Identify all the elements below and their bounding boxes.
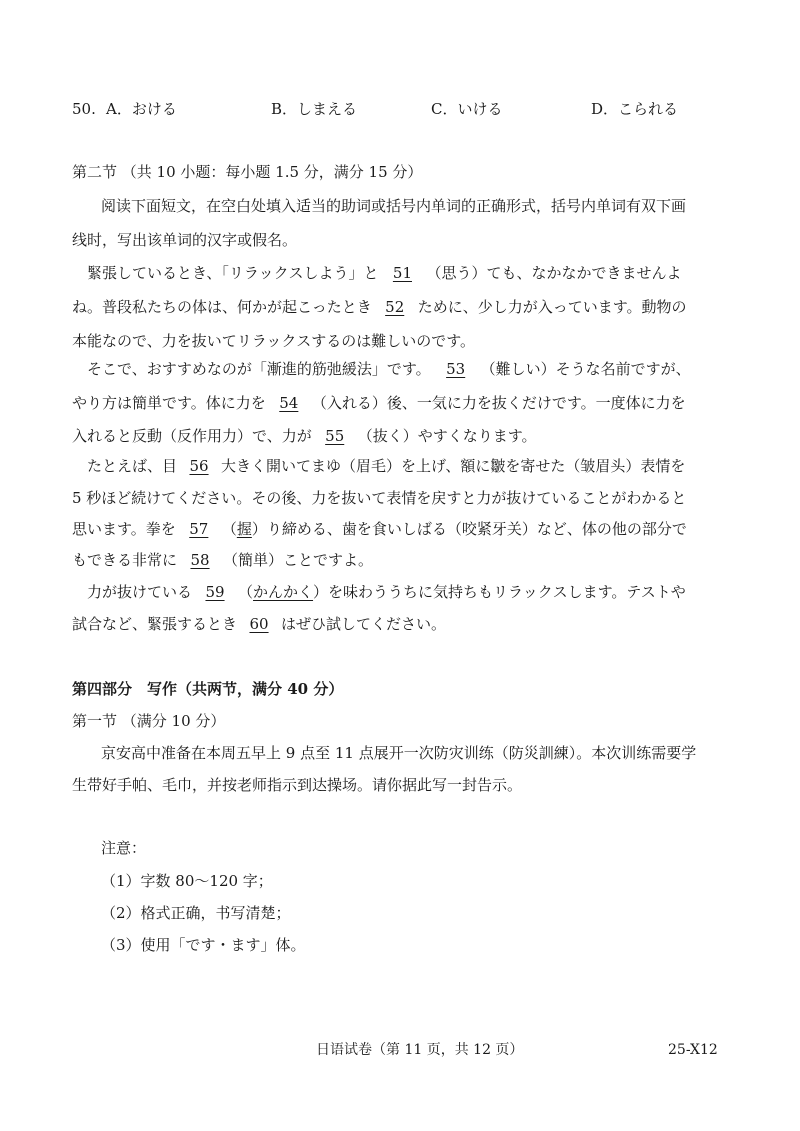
note-2: （2）格式正确，书写清楚； (101, 904, 291, 922)
passage-text: （ (238, 583, 254, 601)
passage-text: （ (221, 520, 237, 538)
note-3: （3）使用「です・ます」体。 (101, 936, 306, 954)
passage-text: （思う）ても、なかなかできませんよ (426, 264, 682, 282)
passage-text: ）を味わううちに気持ちもリラックスします。テストや (313, 583, 686, 601)
notes-label: 注意： (101, 839, 147, 857)
option-d: D．こられる (591, 100, 679, 118)
page-footer: 日语试卷（第 11 页，共 12 页） (316, 1042, 524, 1058)
blank-56: 56 (189, 457, 209, 475)
writing-task-line1: 京安高中准备在本周五早上 9 点至 11 点展开一次防灾训练（防災訓練）。本次训练需要学 (101, 744, 697, 762)
passage-text: ）り締める、歯を食いしばる（咬紧牙关）など、体の他の部分で (251, 520, 687, 538)
blank-54: 54 (279, 394, 299, 412)
passage-text: ね。普段私たちの体は、何かが起こったとき (72, 298, 372, 316)
passage-p4-line1 (87, 582, 686, 602)
passage-p2-line2 (72, 393, 686, 413)
blank-59: 59 (205, 583, 225, 601)
passage-p1-line1 (87, 263, 681, 283)
section2-instruction-line2: 线时，写出该单词的汉字或假名。 (72, 231, 298, 249)
passage-text: 試合など、緊張するとき (72, 615, 238, 633)
passage-p4-line2 (72, 614, 446, 634)
passage-text: （入れる）後、一気に力を抜くだけです。一度体に力を (311, 394, 686, 412)
part4-header: 第四部分 写作（共两节，满分 40 分） (72, 680, 344, 698)
passage-text: やり方は簡単です。体に力を (72, 394, 266, 412)
passage-p1-line2 (72, 297, 687, 317)
passage-p2-line3 (72, 426, 537, 446)
blank-51: 51 (392, 264, 412, 282)
passage-text: はぜひ試してください。 (281, 615, 447, 633)
blank-52: 52 (385, 298, 405, 316)
passage-text: 力が抜けている (87, 583, 193, 601)
passage-p1-line3: 本能なので、力を抜いてリラックスするのは難しいのです。 (72, 332, 476, 350)
blank-60: 60 (249, 615, 269, 633)
passage-text: 思います。拳を (72, 520, 176, 538)
double-underlined-word: かんかく (253, 583, 314, 601)
section2-header: 第二节 （共 10 小题：每小题 1.5 分，满分 15 分） (72, 163, 423, 181)
passage-text: 緊張しているとき、「リラックスしよう」と (87, 264, 379, 282)
note-1: （1）字数 80～120 字； (101, 872, 273, 890)
passage-text: 大きく開いてまゆ（眉毛）を上げ、額に皺を寄せた（皱眉头）表情を (221, 457, 686, 475)
blank-55: 55 (325, 427, 345, 445)
passage-p3-line3 (72, 519, 687, 539)
exam-code: 25-X12 (668, 1042, 718, 1058)
passage-text: （簡単）ことですよ。 (223, 551, 374, 569)
passage-p3-line4 (72, 550, 373, 570)
passage-text: （難しい）そうな名前ですが、 (480, 360, 691, 378)
passage-text: 入れると反動（反作用力）で、力が (72, 427, 312, 445)
blank-57: 57 (189, 520, 209, 538)
option-b: B．しまえる (271, 100, 358, 118)
option-c: C．いける (431, 100, 503, 118)
passage-p2-line1 (87, 359, 691, 379)
passage-text: たとえば、目 (87, 457, 178, 475)
passage-text: もできる非常に (72, 551, 178, 569)
part4-section1-header: 第一节 （满分 10 分） (72, 712, 226, 730)
passage-text: そこで、おすすめなのが「漸進的筋弛緩法」です。 (87, 360, 431, 378)
double-underlined-word: 握 (236, 520, 252, 538)
question-50-number: 50. (72, 100, 96, 118)
passage-p3-line1 (87, 456, 685, 476)
passage-p3-line2: 5 秒ほど続けてください。その後、力を抜いて表情を戻すと力が抜けていることがわかると (72, 489, 687, 507)
writing-task-line2: 生带好手帕、毛巾，并按老师指示到达操场。请你据此写一封告示。 (72, 776, 523, 794)
blank-53: 53 (446, 360, 466, 378)
passage-text: （抜く）やすくなります。 (357, 427, 537, 445)
option-a: A．おける (106, 100, 177, 118)
section2-instruction-line1: 阅读下面短文，在空白处填入适当的助词或括号内单词的正确形式，括号内单词有双下画 (101, 197, 687, 215)
passage-text: ために、少し力が入っています。動物の (417, 298, 687, 316)
blank-58: 58 (190, 551, 210, 569)
